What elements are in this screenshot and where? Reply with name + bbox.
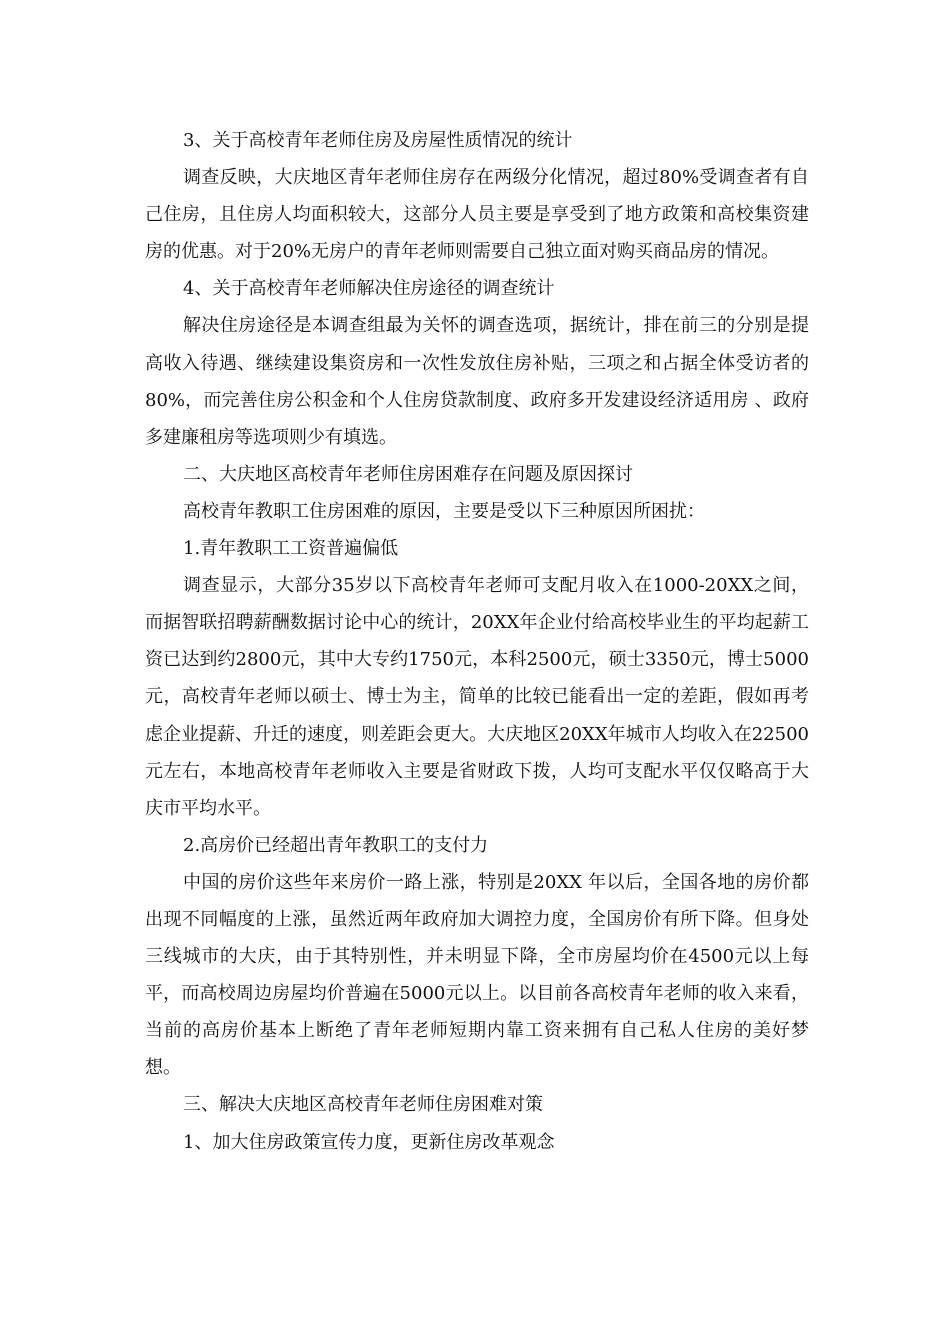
section-heading: 三、解决大庆地区高校青年老师住房困难对策: [183, 1094, 543, 1116]
section-heading: 1.青年教职工工资普遍偏低: [183, 538, 399, 560]
body-paragraph: 解决住房途径是本调查组最为关怀的调查选项，据统计，排在前三的分别是提高收入待遇、继续建设集资房和一次性发放住房补贴，三项之和占据全体受访者的80%，而完善住房公积金和个人住房贷款制度、政府多开发建设经济适用房 、政府多建廉租房等选项则少有填选。: [145, 315, 809, 448]
section-heading: 二、大庆地区高校青年老师住房困难存在问题及原因探讨: [183, 463, 633, 485]
body-paragraph: 高校青年教职工住房困难的原因，主要是受以下三种原因所困扰：: [183, 500, 705, 522]
document-page: [145, 122, 809, 1161]
section-heading: 1、加大住房政策宣传力度，更新住房改革观念: [183, 1131, 555, 1153]
body-paragraph: 中国的房价这些年来房价一路上涨，特别是20XX 年以后，全国各地的房价都出现不同幅度的上涨，虽然近两年政府加大调控力度，全国房价有所下降。但身处三线城市的大庆，由于其特别性，并未明显下降，全市房屋均价在4500元以上每平，而高校周边房屋均价普遍在5000元以上。以目前各高校青年老师的收入来看，当前的高房价基本上断绝了青年老师短期内靠工资来拥有自己私人住房的美好梦想。: [145, 871, 809, 1079]
section-heading: 2.高房价已经超出青年教职工的支付力: [183, 834, 489, 856]
body-paragraph: 调查反映，大庆地区青年老师住房存在两级分化情况，超过80%受调查者有自己住房，且住房人均面积较大，这部分人员主要是享受到了地方政策和高校集资建房的优惠。对于20%无房户的青年老师则需要自己独立面对购买商品房的情况。: [145, 167, 809, 263]
section-heading: 3、关于高校青年老师住房及房屋性质情况的统计: [183, 130, 573, 151]
body-paragraph: 调查显示，大部分35岁以下高校青年老师可支配月收入在1000-20XX之间，而据智联招聘薪酬数据讨论中心的统计，20XX年企业付给高校毕业生的平均起薪工资已达到约2800元，其中大专约1750元，本科2500元，硕士3350元，博士5000元，高校青年老师以硕士、博士为主，简单的比较已能看出一定的差距，假如再考虑企业提薪、升迁的速度，则差距会更大。大庆地区20XX年城市人均收入在22500元左右，本地高校青年老师收入主要是省财政下拨，人均可支配水平仅仅略高于大庆市平均水平。: [145, 575, 809, 819]
section-heading: 4、关于高校青年老师解决住房途径的调查统计: [183, 278, 555, 300]
